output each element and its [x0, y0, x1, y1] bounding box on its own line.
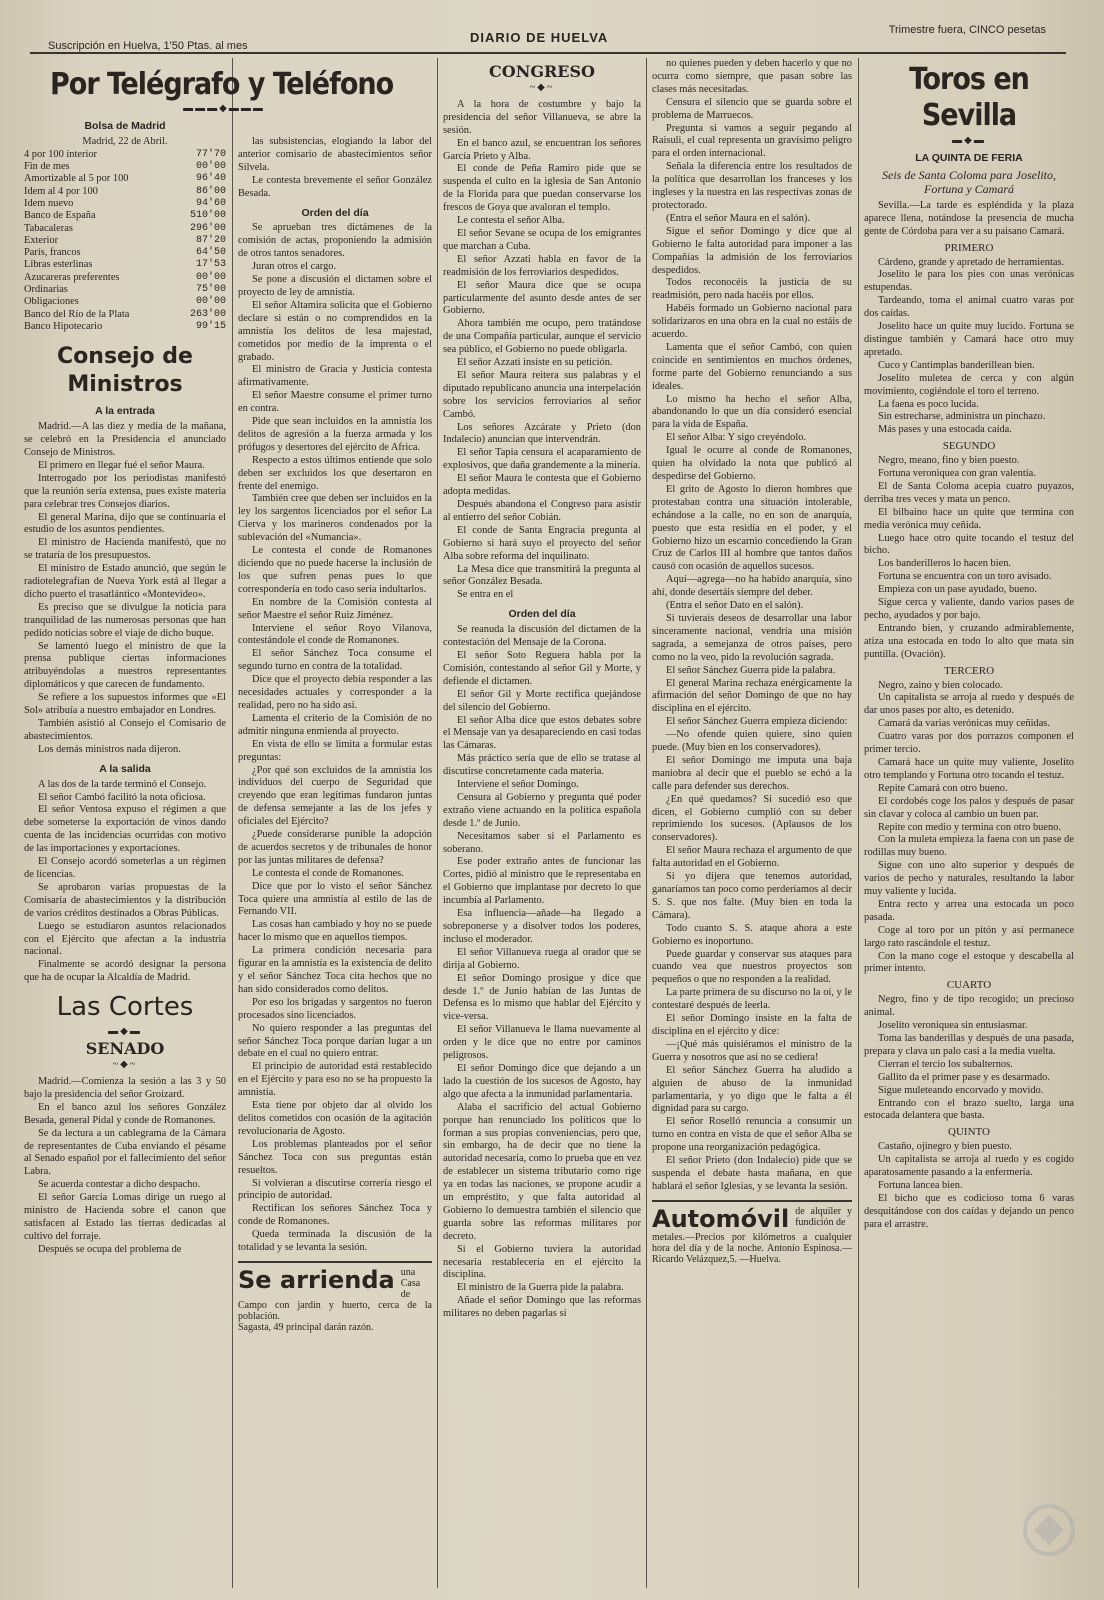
paragraph: El señor Sánchez Guerra pide la palabra. [666, 664, 836, 676]
library-watermark-icon [1014, 1500, 1084, 1560]
bolsa-name: Exterior [24, 234, 59, 246]
paragraph: Ese poder extraño antes de funcionar las Cortes, pidió al ministro que le representaba en el Gobierno que implantase por decreto lo que incumbía al Parlamento. [443, 856, 641, 907]
paragraph: Luego se estudiaron asuntos relacionados con el Ejército que afectan a la industria nacional. [24, 920, 226, 958]
bolsa-row [24, 235, 226, 247]
paragraph: Sigue muleteando encorvado y movido. [878, 1084, 1044, 1096]
bolsa-date: Madrid, 22 de Abril. [82, 135, 168, 147]
ad-title: Se arrienda [238, 1265, 395, 1294]
toro-label: QUINTO [948, 1126, 990, 1139]
paragraph: Castaño, ojinegro y bien puesto. [878, 1141, 1012, 1153]
paragraph: En nombre de la Comisión contesta al señor Maestre el señor Ruiz Jiménez. [238, 596, 432, 621]
paragraph: Se refiere a los supuestos informes que «El Sol» atribuía a nuestro embajador en Londres. [24, 692, 226, 717]
paragraph: Pide que sean incluidos en la amnistía los delitos de agresión a la fuerza armada y los prófugos y desertores del ejército de Africa. [238, 416, 432, 453]
paragraph: Se pone a discusión el dictamen sobre el proyecto de ley de amnistía. [238, 274, 432, 298]
paragraph: Los banderilleros lo hacen bien. [878, 558, 1012, 570]
bolsa-row [24, 161, 226, 173]
paragraph: El bilbaíno hace un quite que termina con media verónica muy ceñida. [864, 506, 1074, 531]
paragraph: ¿Por qué son excluidos de la amnistía los individuos del cuerpo de Seguridad que creyendo que eran legítimas fundaron juntas de defensa semejante a las de los jefes y oficiales del Ejército? [238, 764, 432, 828]
toro-label: SEGUNDO [942, 440, 996, 453]
paragraph: Madrid.—Comienza la sesión a las 3 y 50 bajo la presidencia del señor Groizard. [24, 1076, 226, 1100]
paragraph: Añade el señor Domingo que las reformas militares no deben pagarlas sí [443, 1295, 641, 1320]
paragraph: Tardeando, toma el animal cuatro varas por dos caídas. [864, 295, 1074, 320]
paragraph: Pregunta si vamos a seguir pegando al Raisuli, el cual representa un gravísimo peligro para el orden internacional. [652, 122, 852, 160]
toro-label: TERCERO [943, 664, 995, 677]
paragraph: Con la muleta empieza la faena con un pase de rodillas muy bueno. [864, 834, 1074, 859]
section-title-telegrafo: Por Telégrafo y Teléfono [50, 67, 394, 102]
paragraph: Si el Gobierno tuviera la autoridad necesaria restablecería en el ejército la disciplina. [443, 1243, 641, 1281]
bolsa-value: 86'00 [195, 185, 226, 197]
column-rule [437, 58, 438, 1588]
feria-title: LA QUINTA DE FERIA [915, 152, 1023, 164]
bolsa-row [24, 284, 226, 296]
cortes-title: Las Cortes [56, 992, 194, 1023]
paragraph: Se lamentó luego el ministro de que la prensa publique ciertas informaciones atribuyéndolas a nuestros representantes diplomáticos y que carecen de fundamento. [24, 640, 226, 691]
paragraph: El general Marina, dijo que se continuaría el estudio de los asuntos pendientes. [24, 511, 226, 536]
bolsa-name: 4 por 100 interior [24, 148, 98, 160]
bolsa-name: Obligaciones [24, 296, 79, 308]
ad-small-text: una Casa de Campo con jardín y huerto, cerca de la población. [238, 1266, 432, 1322]
paragraph: Negro, zaino y bien colocado. [878, 679, 1003, 691]
paragraph: Si volvieran a discutirse correría riesgo el principio de autoridad. [238, 1177, 432, 1202]
paragraph: Le contesta el conde de Romanones diciendo que no puede hacerse la inclusión de los que sufren penas pues lo que correspondería en todo caso sería indultarlos. [238, 545, 432, 595]
paragraph: El primero en llegar fué el señor Maura. [38, 459, 205, 471]
paragraph: Repite con medio y termina con otro bueno. [878, 821, 1061, 833]
paragraph: Rectifican los señores Sánchez Toca y conde de Romanones. [238, 1203, 432, 1228]
ornament: ▬◆▬ [952, 135, 986, 146]
paragraph: El bicho que es codicioso toma 6 varas desquitándose con dos caídas y dejando un penco para el arrastre. [864, 1192, 1074, 1230]
bolsa-row [24, 198, 226, 210]
bolsa-name: Fin de mes [24, 161, 70, 173]
masthead-price: Trimestre fuera, CINCO pesetas [888, 24, 1046, 36]
paragraph: El señor Sánchez Guerra ha aludido a alguien de abuso de la inmunidad parlamentaria, y yo digo que le falta a él dignidad para su cargo. [652, 1064, 852, 1115]
paragraph: Empieza con un pase ayudado, bueno. [878, 584, 1037, 596]
paragraph: Le contesta brevemente el señor González Besada. [238, 174, 432, 199]
paragraph: A la hora de costumbre y bajo la presidencia del señor Villanueva, se abre la sesión. [443, 98, 641, 136]
ad-small-text: de alquiler y fundición de [795, 1205, 852, 1228]
paragraph: La faena es poco lucida. [878, 398, 979, 410]
paragraph: Todo cuanto S. S. ataque ahora a este Gobierno es inoportuno. [652, 922, 852, 947]
paragraph: Negro, meano, fino y bien puesto. [878, 455, 1020, 467]
paragraph: El señor Alba dice que estos debates sobre el Mensaje van ya desapareciendo en casi todas las Cámaras. [443, 714, 641, 752]
paragraph: Censura el silencio que se guarda sobre el problema de Marruecos. [652, 96, 852, 121]
paragraph: Un capitalista se arroja al ruedo y después de dar unos pases por alto, es detenido. [864, 692, 1074, 717]
bolsa-name: París, francos [24, 247, 81, 259]
bolsa-row [24, 272, 226, 284]
bolsa-table [24, 149, 226, 333]
column-rule [858, 58, 859, 1588]
ad-automovil [652, 1200, 852, 1265]
paragraph: Con la mano coge el estoque y descabella al primer intento. [864, 950, 1074, 975]
paragraph: El señor Sánchez Toca consume el segundo turno en contra de la totalidad. [238, 648, 432, 673]
paragraph: Le contesta el señor Alba. [457, 215, 565, 227]
paragraph: Se da lectura a un cablegrama de la Cámara de representantes de Cuba enviando el pésame al Senado español por el fallecimiento del señor Labra. [24, 1127, 226, 1178]
paragraph: Respecto a estos últimos entiende que solo deben ser excluidos los que desertaron en frente del enemigo. [238, 454, 432, 492]
paragraph: no quienes pueden y deben hacerlo y que no ocurra como siempre, que pasan sobre las clases más necesitadas. [652, 58, 852, 95]
paragraph: Igual le ocurre al conde de Romanones, quien ha olvidado la nota que publicó al despedirse del Gobierno. [652, 445, 852, 482]
masthead-title: DIARIO DE HUELVA [470, 30, 609, 45]
paragraph: En el banco azul, se encuentran los señores García Prieto y Alba. [443, 137, 641, 162]
bolsa-name: Banco del Río de la Plata [24, 308, 130, 320]
paragraph: Fortuna lancea bien. [878, 1179, 963, 1191]
paragraph: El principio de autoridad está restablecido en el Ejército y para eso no se ha propuesto la amnistía. [238, 1061, 432, 1099]
paragraph: Se aprueban tres dictámenes de la comisión de actas, proponiendo la admisión de otros tantos senadores. [238, 222, 432, 260]
bolsa-row [24, 186, 226, 198]
paragraph: El señor Prieto (don Indalecio) pide que se suspenda el debate hasta mañana, en que hablará el señor Iglesias, y se levanta la sesión. [652, 1155, 852, 1192]
paragraph: La primera condición necesaria para figurar en la amnistía es la existencia de delito y el señor Sánchez Toca cita hechos que no han sido considerados como delitos. [238, 945, 432, 995]
bolsa-value: 75'00 [195, 284, 226, 296]
paragraph: El señor Maura dice que se ocupa particularmente del asunto desde antes de ser Gobierno. [443, 279, 641, 317]
paragraph: Le contesta el conde de Romanones. [252, 867, 404, 879]
congreso-text [443, 99, 641, 602]
paragraph: El general Marina rechaza enérgicamente la afirmación del señor Domingo de que no hay disciplina en el ejército. [652, 677, 852, 715]
paragraph: El señor Sánchez Guerra empieza diciendo: [666, 716, 848, 728]
paragraph: —¡Qué más quisiéramos el ministro de la Guerra y nosotros que así no se cediera! [652, 1038, 852, 1063]
paragraph: Lamenta el criterio de la Comisión de no admitir ninguna enmienda al proyecto. [238, 712, 432, 737]
paragraph: las subsistencias, elogiando la labor del anterior comisario de abastecimientos señor Silvela. [238, 136, 432, 173]
paragraph: El señor Azzati habla en favor de la readmisión de los ferroviarios despedidos. [443, 253, 641, 278]
paragraph: El ministro de Gracia y Justicia contesta afirmativamente. [238, 364, 432, 389]
paragraph: No quiero responder a las preguntas del señor Sánchez Toca porque darían lugar a un debate en el cual no quiero entrar. [238, 1022, 432, 1060]
paragraph: Cárdeno, grande y apretado de herramientas. [878, 256, 1065, 268]
paragraph: Queda terminada la discusión de la totalidad y se levanta la sesión. [238, 1229, 432, 1254]
orden-dia-congreso-title: Orden del día [508, 608, 576, 621]
paragraph: Fortuna veroniquea con gran valentía. [878, 468, 1036, 480]
bolsa-value: 510'00 [189, 210, 226, 222]
paragraph: Juran otros el cargo. [252, 261, 337, 273]
paragraph: ¿En qué quedamos? Si sucedió eso que dicen, el Gobierno cumplió con su deber reprimiendo los sucesos. (Aplausos de los conservadores). [652, 793, 852, 844]
bolsa-value: 00'00 [195, 271, 226, 283]
paragraph: Sigue el señor Domingo y dice que al Gobierno le falta autoridad para imponer a las Compañías la admisión de los ferroviarios despedidos. [652, 225, 852, 276]
paragraph: El señor García Lomas dirige un ruego al ministro de Hacienda sobre el canon que satisfacen al Estado las tierras dedicadas al cultivo del forraje. [24, 1192, 226, 1242]
paragraph: Dice que el proyecto debía responder a las necesidades actuales y corresponder a la realidad, pero no ha sido así. [238, 674, 432, 711]
paragraph: El conde de Peña Ramiro pide que se suspenda el culto en la iglesia de San Antonio de la Florida para que puedan conservarse los frescos de Goya que avaloran el templo. [443, 163, 641, 214]
bolsa-value: 94'60 [195, 198, 226, 209]
paragraph: Un capitalista se arroja al ruedo y es cogido aparatosamente pasando a la enfermería. [864, 1154, 1074, 1179]
paragraph: Dice que por lo visto el señor Sánchez Toca quiere una amnistía al estilo de las de Fernando VII. [238, 880, 432, 918]
bolsa-name: Banco Hipotecario [24, 320, 103, 332]
paragraph: El señor Maura reitera sus palabras y el diputado republicano anuncia una interpelación sobre los servicios ferroviarios al señor Cambó. [443, 369, 641, 420]
bolsa-value: 96'40 [195, 173, 226, 185]
paragraph: En vista de ello se limita a formular estas preguntas: [238, 738, 432, 763]
paragraph: Coge al toro por un pitón y así permanece largo rato rascándole el testuz. [864, 924, 1074, 949]
paragraph: El Consejo acordó someterlas a un régimen de licencias. [24, 856, 226, 880]
paragraph: El conde de Santa Engracia pregunta al Gobierno si hará suyo el proyecto del señor Alba sobre reforma del inquilinato. [443, 524, 641, 562]
paragraph: Señala la diferencia entre los resultados de la política que desarrollan los franceses y los ingleses y la nuestra en las respectivas zonas de protectorado. [652, 161, 852, 211]
paragraph: A las dos de la tarde terminó el Consejo. [38, 778, 207, 790]
orden-dia-senado-title: Orden del día [301, 206, 369, 219]
paragraph: Alaba el sacrificio del actual Gobierno porque han renunciado los políticos que lo forman a sus propias conveniencias, pero que, sin embargo, ha de decir que no tiene la autoridad necesaria, como lo prueba que en vez de establecer un sistema tributario como rige ya en todas las naciones, se propone acudir a un empréstito, y que falta autoridad al Gobierno lo demuestra también el silencio que guarda sobre las reformas militares por decreto. [443, 1101, 641, 1242]
column-rule [646, 58, 647, 1588]
entrada-title: A la entrada [95, 405, 155, 418]
ad-text: metales.—Precios por kilómetros a cualquier hora del día y de la noche. Antonio Espinosa.—Ricardo Velázquez,5. —Huelva. [652, 1231, 852, 1265]
paragraph: Interrogado por los periodistas manifestó que la reunión sería extensa, pues existe materia para celebrar tres Consejos diarios. [24, 472, 226, 510]
paragraph: Sin estrecharse, administra un pinchazo. [878, 411, 1046, 423]
salida-text [24, 779, 226, 986]
toros-title: Toros en Sevilla [909, 62, 1029, 133]
ad-title: Automóvil [652, 1204, 790, 1233]
paragraph: El señor Sevane se ocupa de los emigrantes que marchan a Cuba. [443, 227, 641, 252]
paragraph: Sigue cerca y valiente, dando varios pases de pecho, ayudados y por bajo. [864, 597, 1074, 621]
paragraph: Esa influencia—añade—ha llegado a sobreponerse y a disolver todos los poderes, incluso el moderador. [443, 908, 641, 945]
paragraph: El señor Cambó facilitó la nota oficiosa. [38, 791, 206, 803]
paragraph: Puede guardar y conservar sus ataques para cuando vea que nuestros proyectos son pequeños o que no responden a la realidad. [652, 948, 852, 986]
paragraph: Lo mismo ha hecho el señor Alba, abandonando lo que un día consideró esencial para la vida de España. [652, 393, 852, 431]
paragraph: Los problemas planteados por el señor Sánchez Toca con sus preguntas están resueltos. [238, 1138, 432, 1176]
bolsa-row [24, 247, 226, 259]
paragraph: El señor Villanueva le llama nuevamente al orden y le dice que no entre por caminos peligrosos. [443, 1024, 641, 1062]
ornament: ▬◆▬ [108, 1026, 142, 1038]
bolsa-row [24, 149, 226, 161]
bolsa-name: Idem al 4 por 100 [24, 185, 98, 197]
paragraph: El de Santa Coloma acepia cuatro puyazos, derriba tres veces y mata un penco. [864, 480, 1074, 505]
paragraph: La parte primera de su discurso no la oí, y le contestaré después de leerla. [652, 987, 852, 1012]
paragraph: Después abandona el Congreso para asistir al entierro del señor Cobián. [443, 499, 641, 523]
paragraph: Repite Camará con otro bueno. [878, 782, 1008, 794]
paragraph: El señor Domingo dice que dejando a un lado la cuestión de los sucesos de Agosto, hay algo que afecta a la inmunidad parlamentaria. [443, 1062, 641, 1100]
paragraph: Lamenta que el señor Cambó, con quien coincide en sentimientos en muchos órdenes, forme parte del Gobierno renunciando a sus ideales. [652, 341, 852, 392]
paragraph: El señor Alba: Y sigo creyéndolo. [666, 432, 807, 444]
paragraph: Necesitamos saber si el Parlamento es soberano. [443, 830, 641, 855]
paragraph: (Entra el señor Dato en el salón). [666, 600, 804, 612]
paragraph: Todos reconocéis la justicia de su readmisión, pero nada hacéis por ellos. [652, 277, 852, 302]
paragraph: Se acuerda contestar a dicho despacho. [38, 1179, 201, 1191]
paragraph: Joselito le para los pies con unas verónicas estupendas. [864, 269, 1074, 294]
paragraph: Los señores Azcárate y Prieto (don Indalecio) anuncian que intervendrán. [443, 421, 641, 446]
senado-title: SENADO [85, 1039, 165, 1059]
paragraph: Las cosas han cambiado y hoy no se puede hacer lo mismo que en aquellos tiempos. [238, 919, 432, 944]
paragraph: Se entra en el [457, 589, 514, 601]
bolsa-row [24, 296, 226, 308]
paragraph: El señor Domingo prosigue y dice que desde 1.º de Junio habían de las Juntas de Defensa es lo mismo que hablar del Ejército y vice-versa. [443, 972, 641, 1023]
paragraph: Es preciso que se divulgue la noticia para tranquilidad de las numerosas personas que han pedido noticias sobre el viaje de dicho buque. [24, 601, 226, 639]
paragraph: El señor Roselló renuncia a consumir un turno en contra en vista de que el señor Alba se propone una reorganización pedagógica. [652, 1116, 852, 1154]
ad-text: Sagasta, 49 principal darán razón. [238, 1321, 374, 1333]
cartel: Seis de Santa Coloma para Joselito, Fortuna y Camará [882, 167, 1056, 196]
paragraph: Joselito hace un quite muy lucido. Fortuna se distingue también y Camará hace otro muy apretado. [864, 321, 1074, 358]
consejo-title: Consejo de Ministros [57, 344, 193, 398]
paragraph: Madrid.—A las diez y media de la mañana, se celebró en la Presidencia el anunciado Consejo de Ministros. [24, 421, 226, 458]
paragraph: También asistió al Consejo el Comisario de abastecimientos. [24, 718, 226, 742]
orden-dia-congreso-text [443, 624, 641, 1321]
column-4 [652, 58, 852, 1588]
paragraph: Cuatro varas por dos porrazos componen el primer tercio. [864, 731, 1074, 756]
bolsa-value: 296'00 [189, 222, 226, 234]
ornament: ▬▬▬◆▬▬▬ [183, 103, 265, 114]
paragraph: Más práctico sería que de ello se tratase al discutirse concretamente cada materia. [443, 753, 641, 778]
paragraph: Camará hace un quite muy valiente, Joselito otro templando y Fortuna otro tocando el testuz. [864, 756, 1074, 781]
paragraph: Interviene el señor Domingo. [457, 779, 579, 791]
paragraph: También cree que deben ser incluidos en la ley los sargentos licenciados por el señor La Cierva y los marineros condenados por la sublevación del «Numancia». [238, 493, 432, 544]
senado-continued [238, 136, 432, 201]
paragraph: Se reanuda la discusión del dictamen de la contestación del Mensaje de la Corona. [443, 624, 641, 649]
paragraph: Camará da varias verónicas muy ceñidas. [878, 718, 1050, 730]
bolsa-value: 87'20 [195, 234, 226, 246]
bolsa-name: Libras esterlinas [24, 259, 93, 271]
paragraph: El señor Gil y Morte rectifica quejándose del silencio del Gobierno. [443, 688, 641, 713]
bolsa-value: 00'00 [195, 161, 226, 173]
paragraph: —No ofende quien quiere, sino quien puede. (Muy bien en los conservadores). [652, 729, 852, 754]
bolsa-row [24, 259, 226, 271]
congreso-title: CONGRESO [489, 62, 595, 81]
paragraph: Gallito da el primer pase y es desarmado. [878, 1071, 1050, 1083]
column-3 [443, 58, 641, 1588]
paragraph: Se aprobaron varias propuestas de la Comisaría de abastecimientos y la distribución de varios créditos destinados a Obras Públicas. [24, 881, 226, 919]
paragraph: Luego hace otro quite tocando el testuz del bicho. [864, 532, 1074, 557]
paragraph: Más pases y una estocada caída. [878, 424, 1012, 436]
bolsa-value: 77'70 [195, 148, 226, 160]
entrada-text [24, 421, 226, 757]
paragraph: El señor Altamira solicita que el Gobierno declare si están o no comprendidos en la amnistía los delitos de lesa majestad, cometidos por medio de la imprenta o el grabado. [238, 299, 432, 363]
paragraph: Aquí—agrega—no ha habido anarquía, sino ahí, donde desertáis siempre del deber. [652, 574, 852, 599]
bolsa-row [24, 309, 226, 321]
paragraph: Censura al Gobierno y pregunta qué poder extraño viene actuando en la política española desde 1.º de Junio. [443, 791, 641, 829]
paragraph: El señor Maura rechaza el argumento de que falta autoridad en el Gobierno. [652, 845, 852, 870]
ornament: ~◆~ [529, 81, 555, 93]
bolsa-value: 99'15 [195, 320, 226, 332]
masthead-subscription: Suscripción en Huelva, 1'50 Ptas. al mes [48, 40, 248, 52]
ornament: ~◆~ [112, 1059, 138, 1071]
paragraph: Ahora también me ocupo, pero tratándose de una Compañía particular, aunque el servicio sea público, el Gobierno no puede obligarla. [443, 318, 641, 356]
paragraph: Negro, fino y de tipo recogido; un precioso animal. [864, 994, 1074, 1019]
paragraph: El señor Tapia censura el acaparamiento de explosivos, que daña grandemente a la minería. [443, 447, 641, 472]
paragraph: El señor Maestre consume el primer turno en contra. [238, 390, 432, 415]
paragraph: El grito de Agosto lo dieron hombres que protestaban contra una situación intolerable, echándose a la calle, no en son de anarquía, puesto que esta residía en el poder, y el Gobierno hizo un escarnio concediendo la Gran Cruz de Carlos III al hombre que tantos daños causó con ocasión de aquellos sucesos. [652, 483, 852, 573]
toros-intro: Sevilla.—La tarde es espléndida y la plaza aparece llena, notándose la presencia de mucha gente de Córdoba para ver a su paisano Camará. [864, 199, 1074, 237]
paragraph: Cuco y Cantimplas banderillean bien. [878, 359, 1035, 371]
paragraph: Sigue con uno alto superior y después de varios de pecho y naturales, resultando la labor muy valiente y lucida. [864, 860, 1074, 898]
ad-se-arrienda [238, 1261, 432, 1333]
paragraph: El señor Domingo insiste en la falta de disciplina en el ejército y dice: [652, 1013, 852, 1037]
bolsa-row [24, 173, 226, 185]
paragraph: El señor Ventosa expuso el régimen a que debe someterse la exportación de vinos dando cuenta de las incidencias ocurridas con motivo de las importaciones y exportaciones. [24, 804, 226, 855]
paragraph: Los demás ministros nada dijeron. [38, 743, 181, 755]
paragraph: El señor Maura le contesta que el Gobierno adopta medidas. [443, 473, 641, 498]
paragraph: Entra recto y arrea una estocada un poco pasada. [864, 898, 1074, 923]
paragraph: ¿Puede considerarse punible la adopción de acuerdos secretos y de tribunales de honor por las juntas militares de defensa? [238, 829, 432, 866]
paragraph: El ministro de la Guerra pide la palabra. [457, 1282, 624, 1294]
bolsa-name: Amortizable al 5 por 100 [24, 173, 129, 185]
bolsa-row [24, 223, 226, 235]
paragraph: Fortuna se encuentra con un toro avisado. [878, 571, 1052, 583]
paragraph: Después se ocupa del problema de [38, 1243, 182, 1255]
bolsa-name: Ordinarias [24, 284, 68, 296]
bolsa-row [24, 321, 226, 333]
paragraph: Habéis formado un Gobierno nacional para solidarizaros en una obra en la cual no estáis de acuerdo. [652, 303, 852, 341]
bolsa-value: 64'50 [195, 247, 226, 259]
orden-dia-senado-text [238, 222, 432, 1255]
paragraph: El señor Soto Reguera habla por la Comisión, contestando al señor Gil y Morte, y defiende el dictamen. [443, 649, 641, 687]
paragraph: Cierran el tercio los subalternos. [878, 1058, 1013, 1070]
bolsa-row [24, 210, 226, 222]
toro-label: PRIMERO [944, 241, 994, 254]
paragraph: El señor Villanueva ruega al orador que se dirija al Gobierno. [443, 946, 641, 971]
congreso-continued [652, 58, 852, 1194]
paragraph: Joselito muletea de cerca y con algún movimiento, cogiéndole el toro el terreno. [864, 372, 1074, 397]
paragraph: Entrando bien, y cruzando admirablemente, atiza una estocada en todo lo alto que mata sin puntilla. (Ovación). [864, 622, 1074, 660]
column-5 [864, 58, 1074, 1588]
paragraph: Por eso los brigadas y sargentos no fueron procesados sino licenciados. [238, 996, 432, 1021]
paragraph: Finalmente se acordó designar la persona que ha de ocupar la Alcaldía de Madrid. [24, 959, 226, 984]
bolsa-title: Bolsa de Madrid [84, 120, 166, 132]
bolsa-value: 263'00 [189, 308, 226, 320]
toros-list [864, 242, 1074, 1232]
bolsa-value: 17'53 [195, 259, 226, 271]
paragraph: El ministro de Estado anunció, que según le radiotelegrafían de Nueva York está al llegar a dicho puerto el trasatlántico «Montevideo». [24, 563, 226, 600]
paragraph: Si yo dijera que tenemos autoridad, ganaríamos tan poco como perderíamos al decir S. S. que nos falte. (Muy bien en toda la Cámara). [652, 871, 852, 921]
bolsa-name: Idem nuevo [24, 198, 74, 209]
paragraph: El señor Domingo me imputa una baja maniobra al decir que el pueblo se echó a la calle para defender sus derechos. [652, 754, 852, 792]
paragraph: Interviene el señor Royo Vilanova, contestándole el conde de Romanones. [238, 622, 432, 647]
column-2 [238, 136, 432, 1600]
paragraph: El ministro de Hacienda manifestó, que no se trataría de los presupuestos. [24, 537, 226, 562]
paragraph: La Mesa dice que transmitirá la pregunta al señor González Besada. [443, 563, 641, 588]
salida-title: A la salida [99, 762, 151, 775]
senado-text [24, 1076, 226, 1257]
toro-label: CUARTO [946, 979, 992, 992]
paragraph: Esta tiene por objeto dar al olvido los delitos cometidos con ocasión de la agitación revolucionaria de Agosto. [238, 1100, 432, 1137]
column-rule [232, 58, 233, 1588]
paragraph: El cordobés coge los palos y después de pasar sin clavar y coloca al cambio un buen par. [864, 795, 1074, 820]
masthead [30, 18, 1066, 54]
paragraph: En el banco azul los señores González Besada, general Pidal y conde de Romanones. [24, 1101, 226, 1126]
paragraph: (Entra el señor Maura en el salón). [666, 212, 810, 224]
paragraph: Toma las banderillas y después de una pasada, prepara y clava un palo casi a la media vuelta. [864, 1033, 1074, 1057]
bolsa-name: Azucareras preferentes [24, 271, 120, 283]
paragraph: El señor Azzati insiste en su petición. [457, 357, 613, 369]
paragraph: Si tuvierais deseos de desarrollar una labor sinceramente nacional, vendría una misión sagrada, a semejanza de otros países, pero como no la veo, pido la revolución sagrada. [652, 612, 852, 663]
paragraph: Entrando con el brazo suelto, larga una estocada delantera que basta. [864, 1097, 1074, 1122]
bolsa-value: 00'00 [195, 296, 226, 308]
paragraph: Joselito veroniquea sin entusiasmar. [878, 1020, 1028, 1032]
bolsa-name: Banco de España [24, 210, 96, 222]
bolsa-name: Tabacaleras [24, 222, 73, 234]
